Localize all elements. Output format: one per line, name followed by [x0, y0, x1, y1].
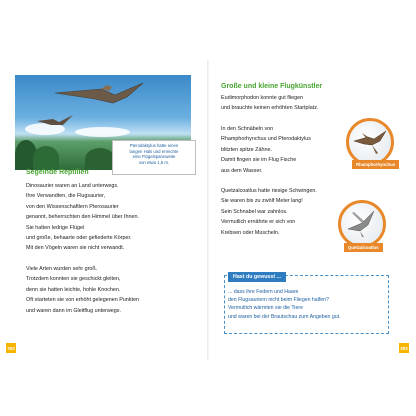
caption-line: langen Hals und erreichte: [129, 148, 179, 154]
text-line: Sein Schnabel war zahnlos.: [221, 208, 288, 215]
page-number-left: 302: [6, 343, 16, 353]
right-paragraph-1: [221, 93, 318, 114]
text-line: In den Schnäbeln von: [221, 126, 274, 132]
rhamphorhynchus-illustration: [346, 118, 394, 166]
text-line: und große, behaarte oder gefiederte Körper.: [26, 235, 132, 242]
text-line: aus dem Wasser.: [221, 167, 263, 174]
text-line: Oft starteten sie von erhöht gelegenen Punkten: [26, 297, 139, 304]
text-line: Viele Arten wurden sehr groß.: [26, 266, 98, 272]
caption-line: von etwa 1,5 m.: [138, 159, 170, 165]
page-gutter: [207, 60, 209, 360]
text-line: Eudimorphodon konnte gut fliegen: [221, 95, 304, 101]
text-line: Vermutlich ernährte er sich von: [221, 219, 296, 226]
text-line: Mit den Vögeln waren sie nicht verwandt.: [26, 245, 125, 252]
text-line: Ihre Verwandten, die Flugsaurier,: [26, 193, 106, 200]
text-line: Quetzalcoatlus hatte riesige Schwingen.: [221, 188, 317, 194]
caption-line: eine Flügelspannweite: [132, 154, 176, 160]
left-paragraph-2: [26, 264, 139, 316]
right-paragraph-3: [221, 186, 317, 238]
text-line: Rhamphorhynchus und Pterodaktylus: [221, 136, 311, 143]
fact-box-text: [228, 288, 340, 321]
page-number-right: 303: [399, 343, 409, 353]
text-line: Damit fingen sie im Flug Fische: [221, 157, 297, 164]
text-line: Sie waren bis zu zwölf Meter lang!: [221, 198, 303, 205]
text-line: Trotzdem konnten sie geschickt gleiten,: [26, 276, 121, 283]
text-line: von den Wissenschaftlern Pterosaurier: [26, 203, 119, 210]
fact-box-title: Hast du gewusst ...: [228, 272, 286, 282]
quetzalcoatlus-label: Quetzalcoatlus: [344, 243, 383, 252]
photo-caption: [112, 140, 196, 175]
caption-line: Pterodaktylus hatte einen: [129, 143, 179, 148]
text-line: Sie hatten ledrige Flügel: [26, 224, 85, 231]
text-line: Dinosaurier waren an Land unterwegs.: [26, 183, 119, 189]
text-line: ... dass ihre Federn und Haare: [228, 289, 299, 295]
text-line: genannt, beherrschten den Himmel über Ihnen.: [26, 214, 139, 221]
right-heading: Große und kleine Flugkünstler: [221, 83, 323, 90]
text-line: und waren dann im Gleitflug unterwegs.: [26, 307, 121, 314]
text-line: Krebsen oder Muscheln.: [221, 229, 280, 236]
text-line: den Flugsauriern nicht beim Fliegen halfen?: [228, 297, 329, 304]
left-paragraph-1: [26, 181, 139, 254]
text-line: blitzten spitze Zähne.: [221, 146, 272, 153]
left-heading: Segelnde Reptilien: [26, 169, 89, 176]
right-paragraph-2: [221, 124, 311, 176]
text-line: denn sie hatten leichte, hohle Knochen.: [26, 286, 121, 293]
text-line: Vermutlich wärmten sie die Tiere: [228, 305, 303, 312]
rhamphorhynchus-label: Rhamphorhynchus: [352, 160, 399, 169]
quetzalcoatlus-illustration: [338, 200, 386, 248]
text-line: und brauchte keinen erhöhten Startplatz.: [221, 105, 319, 112]
text-line: und waren bei der Brautschau zum Angeben gut.: [228, 313, 341, 320]
